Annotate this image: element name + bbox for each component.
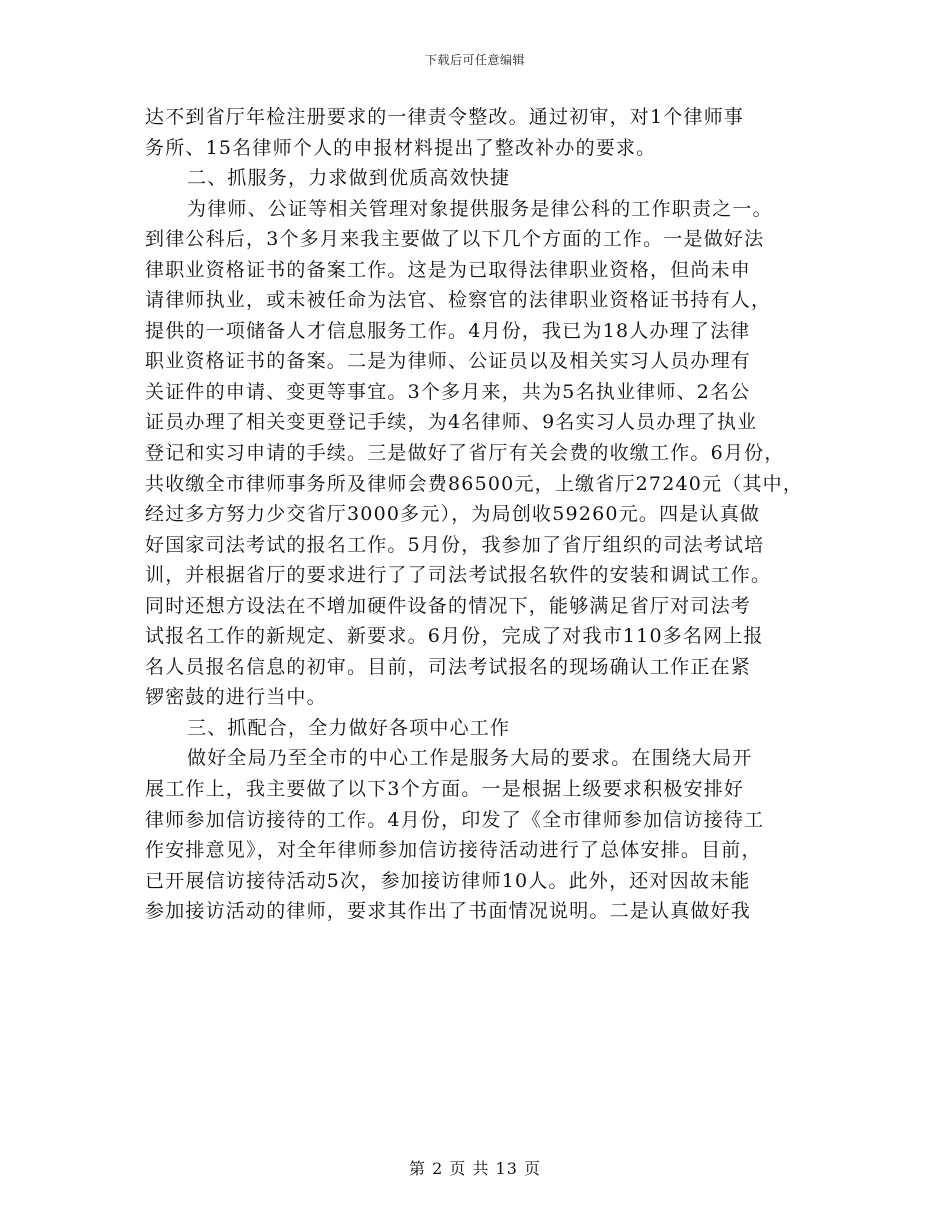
body-line: 务所、15名律师个人的申报材料提出了整改补办的要求。 [145,136,657,159]
section-heading: 二、抓服务，力求做到优质高效快捷 [187,167,511,190]
body-line: 达不到省厅年检注册要求的一律责令整改。通过初审，对1个律师事 [145,106,745,128]
body-line: 名人员报名信息的初审。目前，司法考试报名的现场确认工作正在紧 [145,655,752,678]
document-body [0,102,950,927]
body-line: 展工作上，我主要做了以下3个方面。一是根据上级要求积极安排好 [145,778,745,801]
body-line: 律师参加信访接待的工作。4月份，印发了《全市律师参加信访接待工 [145,808,765,831]
body-line: 证员办理了相关变更登记手续，为4名律师、9名实习人员办理了执业 [145,411,758,434]
body-line: 律职业资格证书的备案工作。这是为已取得法律职业资格，但尚未申 [145,258,752,281]
body-line: 参加接访活动的律师，要求其作出了书面情况说明。二是认真做好我 [145,900,752,923]
body-line: 已开展信访接待活动5次，参加接访律师10人。此外，还对因故未能 [145,869,751,892]
body-line: 关证件的申请、变更等事宜。3个多月来，共为5名执业律师、2名公 [145,380,751,403]
body-line: 经过多方努力少交省厅3000多元），为局创收59260元。四是认真做 [145,503,761,526]
page-number-footer: 第 2 页 共 13 页 [409,1159,541,1178]
body-line: 共收缴全市律师事务所及律师会费86500元，上缴省厅27240元（其中， [145,472,804,495]
page-header-note: 下载后可任意编辑 [424,53,525,67]
body-line: 做好全局乃至全市的中心工作是服务大局的要求。在围绕大局开 [187,747,753,770]
body-line: 作安排意见》，对全年律师参加信访接待活动进行了总体安排。目前， [145,839,762,862]
body-line: 为律师、公证等相关管理对象提供服务是律公科的工作职责之一。 [187,197,773,220]
body-line: 请律师执业，或未被任命为法官、检察官的法律职业资格证书持有人， [145,289,772,312]
body-line: 到律公科后，3个多月来我主要做了以下几个方面的工作。一是做好法 [145,228,765,251]
body-line: 试报名工作的新规定、新要求。6月份，完成了对我市110多名网上报 [145,625,764,648]
body-line: 好国家司法考试的报名工作。5月份，我参加了省厅组织的司法考试培 [145,533,765,556]
body-line: 锣密鼓的进行当中。 [145,686,327,709]
body-line: 训，并根据省厅的要求进行了了司法考试报名软件的安装和调试工作。 [145,564,772,587]
body-line: 登记和实习申请的手续。三是做好了省厅有关会费的收缴工作。6月份， [145,442,785,465]
body-line: 同时还想方设法在不增加硬件设备的情况下，能够满足省厅对司法考 [145,594,752,617]
section-heading: 三、抓配合，全力做好各项中心工作 [187,716,511,739]
body-line: 职业资格证书的备案。二是为律师、公证员以及相关实习人员办理有 [145,350,752,373]
body-line: 提供的一项储备人才信息服务工作。4月份，我已为18人办理了法律 [145,319,751,342]
